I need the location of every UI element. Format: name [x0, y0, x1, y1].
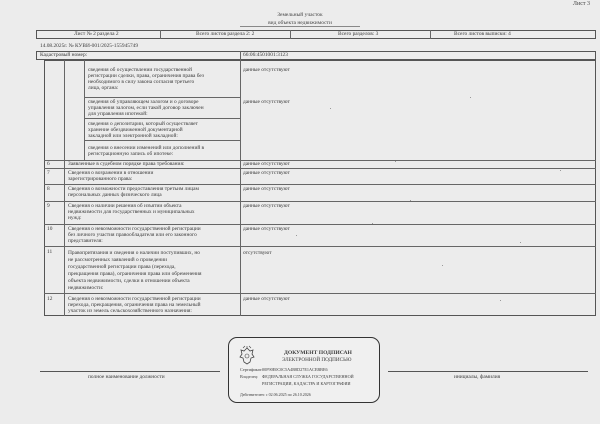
row-line — [44, 168, 596, 169]
info-sheets-in-extract: Всего листов выписки: 4 — [454, 31, 511, 37]
row-value: данные отсутствуют — [243, 296, 290, 302]
cadastral-row — [36, 51, 596, 60]
sub-indent-line — [84, 60, 85, 160]
subtitle-underline — [240, 26, 360, 27]
sub-row-line — [84, 140, 240, 141]
row-line — [44, 184, 596, 185]
signature-title: ДОКУМЕНТ ПОДПИСАН — [284, 350, 352, 356]
sub-row-line — [84, 118, 240, 119]
row-value: данные отсутствуют — [243, 170, 290, 176]
sheet-label: Лист 3 — [572, 1, 590, 7]
row-value: данные отсутствуют — [243, 226, 290, 232]
info-divider — [430, 30, 431, 39]
coat-of-arms-icon — [236, 345, 258, 367]
certificate-value: 00F90E0C0C5A4B8D27E1ACEBBE6 — [262, 367, 328, 372]
doc-number: 14.08.2025г. № КУВИ-001/2025-155945749 — [40, 43, 139, 49]
document-sheet: Лист 3 Земельный участок вид объекта недвижимости Лист № 2 раздела 2 Всего листов раздела 2: 2 Всего разделов: 3 Всего листов выписки: 4 14.08.2025г. № КУВИ-001/2025-155945749 Кадастровый номер: 66:06:4501001:3123 сведения об осуществлении государственной регистрации сделки, права, ограничения права без необходимого в силу закона согласия третьего лица, органа: данные отсутствуют сведения об управляющем залогом и о договоре управления залогом, если такой договор заключен для управления ипотекой: данные отсутствуют сведения о депозитарии, который осуществляет хранение обездвиженной документарной закладной или электронной закладной: сведения о внесении изменений или дополнений в регистрационную запись об ипотеке: 6 Заявленные в судебном порядке права требования: данные отсутствуют 7 Сведения о возражении в отношении зарегистрированного права: данные отсутствуют 8 Сведения о возможности предоставления третьим лицам персональных данных физического лица данные отсутствуют 9 Сведения о наличии решения об изъятии объекта недвижимости для государственных и муниципальных нужд: данные отсутствуют 10 Сведения о невозможности государственной регистрации без личного участия правообладателя или его законного представителя: данные отсутствуют 11 Правопритязания и сведения о наличии поступивших, но не рассмотренных заявлений о проведении государственной регистрации права (перехода, прекращения права), ограничения права или обременения объекта недвижимости, сделки в отношении объекта недвижимости: отсутствуют 12 Сведения о невозможности государственной регистрации перехода, прекращения, ограничения права на земельный участок из земель сельскохозяйственного назначения: данные отсутствуют ДОКУМЕНТ ПОДПИСАН ЭЛЕКТРОННОЙ ПОДПИСЬЮ Сертификат: 00F90E0C0C5A4B8D27E1ACEBBE6 Владелец: ФЕДЕРАЛЬНАЯ СЛУЖБА ГОСУДАРСТВЕННОЙ РЕГИСТРАЦИИ, КАДАСТРА И КАРТОГРАФИИ Действителен: с 02.06.2025 по 26.10.2026 полное наименование должности инициалы, фамилия — [0, 0, 600, 424]
number-column-line — [64, 60, 65, 316]
row-value: отсутствуют — [243, 250, 272, 256]
scan-speck — [560, 170, 561, 171]
scan-speck — [410, 200, 411, 201]
row-number: 6 — [47, 161, 50, 167]
cadastral-label: Кадастровый номер: — [40, 52, 88, 58]
scan-speck — [330, 108, 331, 109]
sub-row-value: данные отсутствуют — [243, 99, 290, 105]
info-row — [36, 30, 596, 39]
row-number: 11 — [47, 249, 53, 255]
scan-speck — [372, 223, 373, 224]
info-divider — [160, 30, 161, 39]
row-number: 12 — [47, 296, 53, 302]
signature-subtitle: ЭЛЕКТРОННОЙ ПОДПИСЬЮ — [282, 357, 352, 363]
row-line — [44, 201, 596, 202]
cadastral-number: 66:06:4501001:3123 — [243, 52, 288, 58]
scan-speck — [296, 235, 297, 236]
row-number: 7 — [47, 170, 50, 176]
owner-value-continued: РЕГИСТРАЦИИ, КАДАСТРА И КАРТОГРАФИИ — [262, 381, 351, 386]
row-line — [44, 293, 596, 294]
row-value: данные отсутствуют — [243, 186, 290, 192]
row-value: данные отсутствуют — [243, 203, 290, 209]
info-sections: Всего разделов: 3 — [338, 31, 379, 37]
initials-caption: инициалы, фамилия — [454, 374, 501, 380]
scan-speck — [500, 300, 501, 301]
position-caption: полное наименование должности — [88, 374, 165, 380]
value-column-line — [240, 60, 241, 316]
owner-value: ФЕДЕРАЛЬНАЯ СЛУЖБА ГОСУДАРСТВЕННОЙ — [262, 374, 354, 379]
cadastral-divider — [240, 51, 241, 60]
sub-row-value: данные отсутствуют — [243, 67, 290, 73]
scan-speck — [470, 97, 471, 98]
info-sheets-in-section: Всего листов раздела 2: 2 — [196, 31, 255, 37]
info-sheet: Лист № 2 раздела 2 — [74, 31, 119, 37]
row-line — [44, 224, 596, 225]
validity-period: Действителен: с 02.06.2025 по 26.10.2026 — [240, 392, 311, 397]
object-title: Земельный участок — [277, 12, 323, 18]
sub-row-line — [84, 97, 240, 98]
row-number: 9 — [47, 203, 50, 209]
scan-speck — [395, 161, 396, 162]
row-number: 8 — [47, 186, 50, 192]
scan-speck — [520, 242, 521, 243]
row-line — [44, 246, 596, 247]
scan-speck — [442, 265, 443, 266]
position-line — [40, 371, 220, 372]
row-value: данные отсутствуют — [243, 161, 290, 167]
owner-label: Владелец: — [240, 374, 259, 379]
object-subtitle: вид объекта недвижимости — [268, 20, 332, 26]
row-number: 10 — [47, 226, 53, 232]
info-divider — [290, 30, 291, 39]
initials-line — [388, 371, 588, 372]
certificate-label: Сертификат: — [240, 367, 263, 372]
